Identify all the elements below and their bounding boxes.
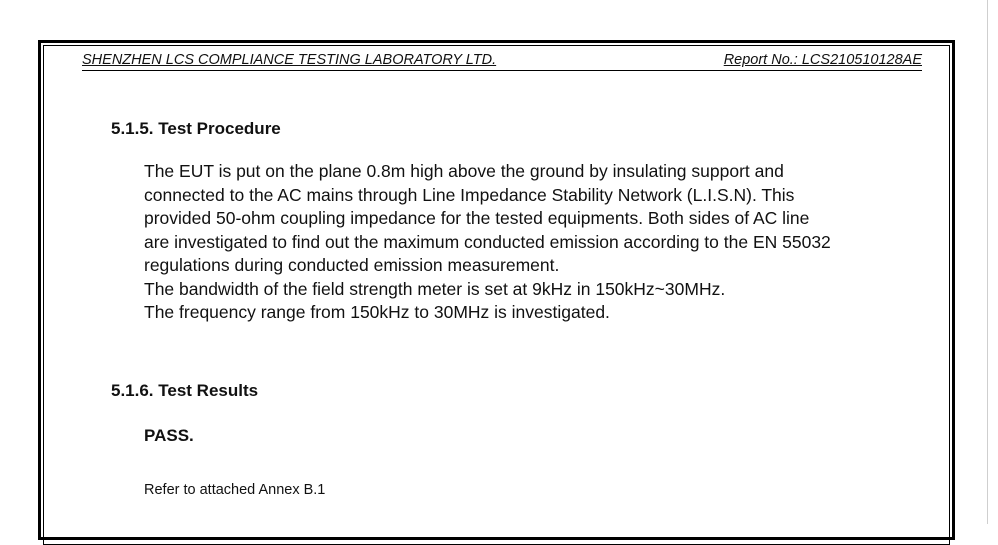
procedure-line: The bandwidth of the field strength meter is set at 9kHz in 150kHz~30MHz. bbox=[144, 278, 726, 299]
lab-name: SHENZHEN LCS COMPLIANCE TESTING LABORATORY LTD. bbox=[82, 52, 497, 68]
test-results-heading: 5.1.6. Test Results bbox=[111, 381, 259, 400]
report-number: Report No.: LCS210510128AE bbox=[723, 52, 922, 68]
annex-reference: Refer to attached Annex B.1 bbox=[144, 482, 326, 498]
page-header bbox=[82, 50, 922, 71]
procedure-line: provided 50-ohm coupling impedance for the tested equipments. Both sides of AC line bbox=[144, 208, 810, 228]
test-procedure-text bbox=[144, 160, 934, 325]
procedure-line: The frequency range from 150kHz to 30MHz is investigated. bbox=[144, 302, 610, 322]
test-procedure-heading: 5.1.5. Test Procedure bbox=[111, 119, 281, 138]
vertical-scrollbar[interactable] bbox=[987, 0, 998, 524]
test-verdict: PASS. bbox=[144, 426, 194, 445]
procedure-line: regulations during conducted emission measurement. bbox=[144, 255, 560, 275]
procedure-line: are investigated to find out the maximum conducted emission according to the EN 55032 bbox=[144, 231, 831, 252]
procedure-line: The EUT is put on the plane 0.8m high above the ground by insulating support and bbox=[144, 161, 784, 181]
procedure-line: connected to the AC mains through Line Impedance Stability Network (L.I.S.N). This bbox=[144, 184, 795, 205]
